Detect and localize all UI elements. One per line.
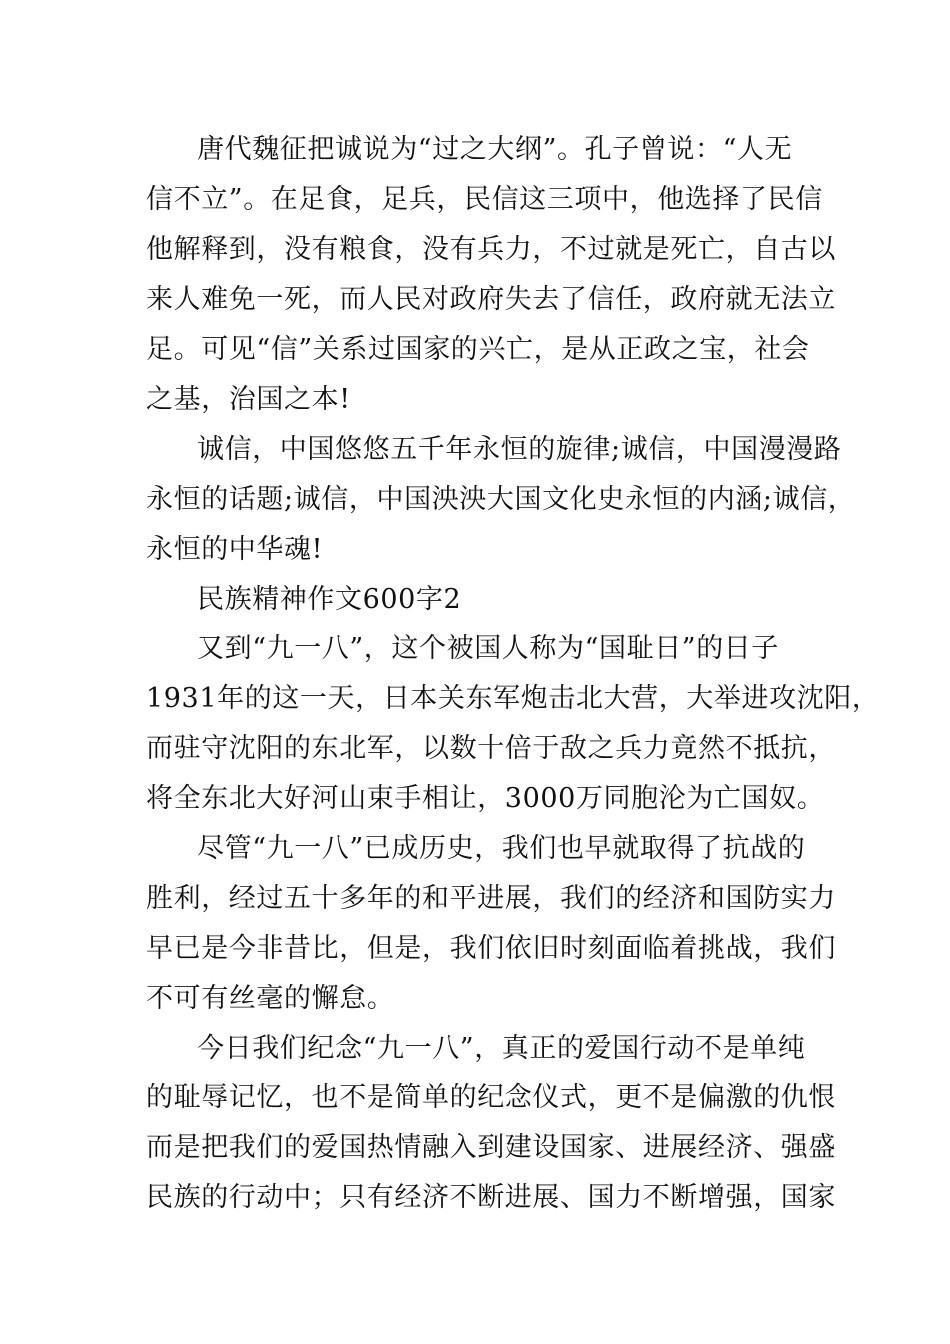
text-line: 他解释到，没有粮食，没有兵力，不过就是死亡，自古以: [146, 234, 836, 265]
text-line: 唐代魏征把诚说为“过之大纲”。孔子曾说：“人无: [197, 134, 793, 165]
text-line: 来人难免一死，而人民对政府失去了信任，政府就无法立: [146, 284, 836, 315]
text-line: 尽管“九一八”已成历史，我们也早就取得了抗战的: [197, 833, 806, 864]
text-line: 永恒的话题;诚信，中国泱泱大国文化史永恒的内涵;诚信，: [146, 484, 856, 515]
text-line: 将全东北大好河山束手相让，3000万同胞沦为亡国奴。: [146, 783, 825, 814]
text-line: 信不立”。在足食，足兵，民信这三项中，他选择了民信: [146, 184, 823, 215]
text-line: 早已是今非昔比，但是，我们依旧时刻面临着挑战，我们: [146, 933, 836, 964]
text-line: 永恒的中华魂!: [146, 534, 324, 565]
document-page: [146, 0, 880, 1344]
text-line: 足。可见“信”关系过国家的兴亡，是从正政之宝，社会: [146, 334, 810, 365]
text-line: 不可有丝毫的懈怠。: [146, 983, 395, 1014]
text-line: 今日我们纪念“九一八”，真正的爱国行动不是单纯: [197, 1033, 806, 1064]
text-line: 的耻辱记忆，也不是简单的纪念仪式，更不是偏激的仇恨: [146, 1082, 836, 1113]
text-line: 诚信，中国悠悠五千年永恒的旋律;诚信，中国漫漫路: [197, 434, 842, 465]
text-line: 1931年的这一天，日本关东军炮击北大营，大举进攻沈阳，: [146, 683, 880, 714]
text-line: 又到“九一八”，这个被国人称为“国耻日”的日子: [197, 633, 780, 664]
text-line: 而是把我们的爱国热情融入到建设国家、进展经济、强盛: [146, 1132, 836, 1163]
text-line: 胜利，经过五十多年的和平进展，我们的经济和国防实力: [146, 883, 836, 914]
text-line: 而驻守沈阳的东北军，以数十倍于敌之兵力竟然不抵抗，: [146, 733, 836, 764]
text-line: 民族的行动中；只有经济不断进展、国力不断增强，国家: [146, 1182, 836, 1213]
text-line: 之基，治国之本!: [146, 384, 351, 415]
section-heading: 民族精神作文600字2: [197, 584, 462, 615]
